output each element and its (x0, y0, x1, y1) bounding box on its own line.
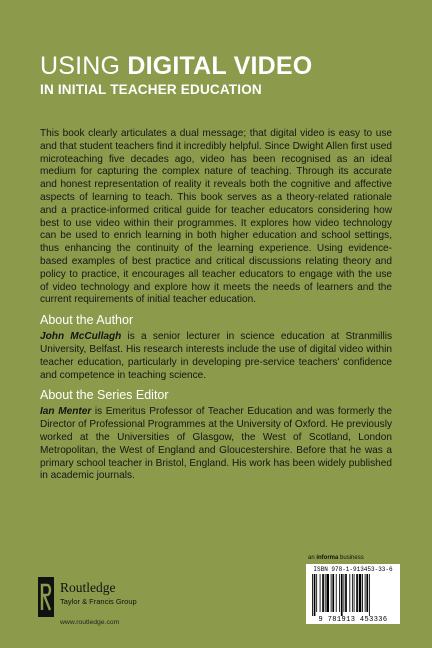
barcode-bar (366, 574, 368, 612)
isbn-label: ISBN 978-1-913453-33-6 (313, 566, 393, 573)
publisher-group: Taylor & Francis Group (60, 597, 137, 606)
barcode-bar (359, 574, 362, 612)
title-using: USING (40, 52, 121, 80)
barcode-bar (316, 574, 317, 612)
isbn-barcode (306, 564, 400, 624)
informa-business-label: an informa business (308, 555, 364, 561)
title-digital-video: DIGITAL VIDEO (127, 52, 313, 80)
barcode-digits: 9 781913 453336 (318, 616, 388, 624)
barcode-bar (332, 574, 334, 612)
barcode-bar (314, 574, 316, 616)
barcode-bar (362, 574, 363, 612)
barcode-bar (331, 574, 332, 612)
barcode-bar (325, 574, 326, 612)
title-main (40, 52, 312, 80)
barcode-bars (309, 574, 397, 616)
publisher-url: www.routledge.com (60, 619, 120, 626)
book-title (40, 52, 312, 97)
description-content (40, 128, 392, 483)
barcode-bar (326, 574, 329, 612)
author-bio (40, 331, 392, 382)
barcode-bar (345, 574, 347, 612)
editor-bio-text: is Emeritus Professor of Teacher Education and was formerly the Director of Professional Programmes at the University of Oxford. He previously worked at the Universities of Glasgow, the West of Scotland, London Metropolitan, the West of England and Gloucestershire. Before that he was a primary school teacher in Bristol, England. His work has been widely published in academic journals. (40, 406, 393, 482)
blurb-paragraph: This book clearly articulates a dual message; that digital video is easy to use and that student teachers find it incredibly helpful. Since Dwight Allen first used microteaching five decades ago, video has been recognised as an ideal medium for capturing the complex nature of teaching. Through its accurate and honest representation of reality it reveals both the cognitive and affective aspects of learning to teach. This book serves as a theory-related rationale and a practice-informed critical guide for teacher educators considering how best to use video within their programmes. It explores how video technology can be used to enrich learning in both higher education and school settings, thus enhancing the continuity of the learning experience. Using evidence-based examples of best practice and critical discussions relating theory and policy to practice, it encourages all teacher educators to engage with the use of video technology and explore how it meets the needs of learners and the current requirements of initial teacher education. (40, 128, 392, 306)
barcode-bar (320, 574, 321, 612)
barcode-bar (349, 574, 350, 612)
barcode-bar (365, 574, 366, 612)
barcode-bar (369, 574, 370, 616)
publisher-block (38, 577, 178, 627)
barcode-bar (354, 574, 355, 612)
about-editor-heading: About the Series Editor (40, 388, 169, 403)
editor-bio (40, 406, 392, 483)
barcode-bar (341, 574, 343, 616)
author-name: John McCullagh (40, 331, 122, 343)
barcode-bar (339, 574, 340, 612)
barcode-bar (312, 574, 313, 616)
routledge-r-logo-icon (38, 577, 54, 617)
about-author-heading: About the Author (40, 313, 134, 328)
publisher-name: Routledge (60, 580, 116, 595)
barcode-bar (322, 574, 324, 612)
editor-name: Ian Menter (40, 406, 92, 418)
barcode-bar (352, 574, 353, 612)
barcode-bar (343, 574, 344, 612)
barcode-bar (336, 574, 337, 612)
title-subtitle: IN INITIAL TEACHER EDUCATION (40, 82, 262, 97)
author-bio-text: is a senior lecturer in science education at Stranmillis University, Belfast. His research interests include the use of digital video within teacher education, particularly in developing pre-service teachers' confidence and competence in teaching science. (40, 331, 392, 381)
barcode-bar (356, 574, 358, 612)
